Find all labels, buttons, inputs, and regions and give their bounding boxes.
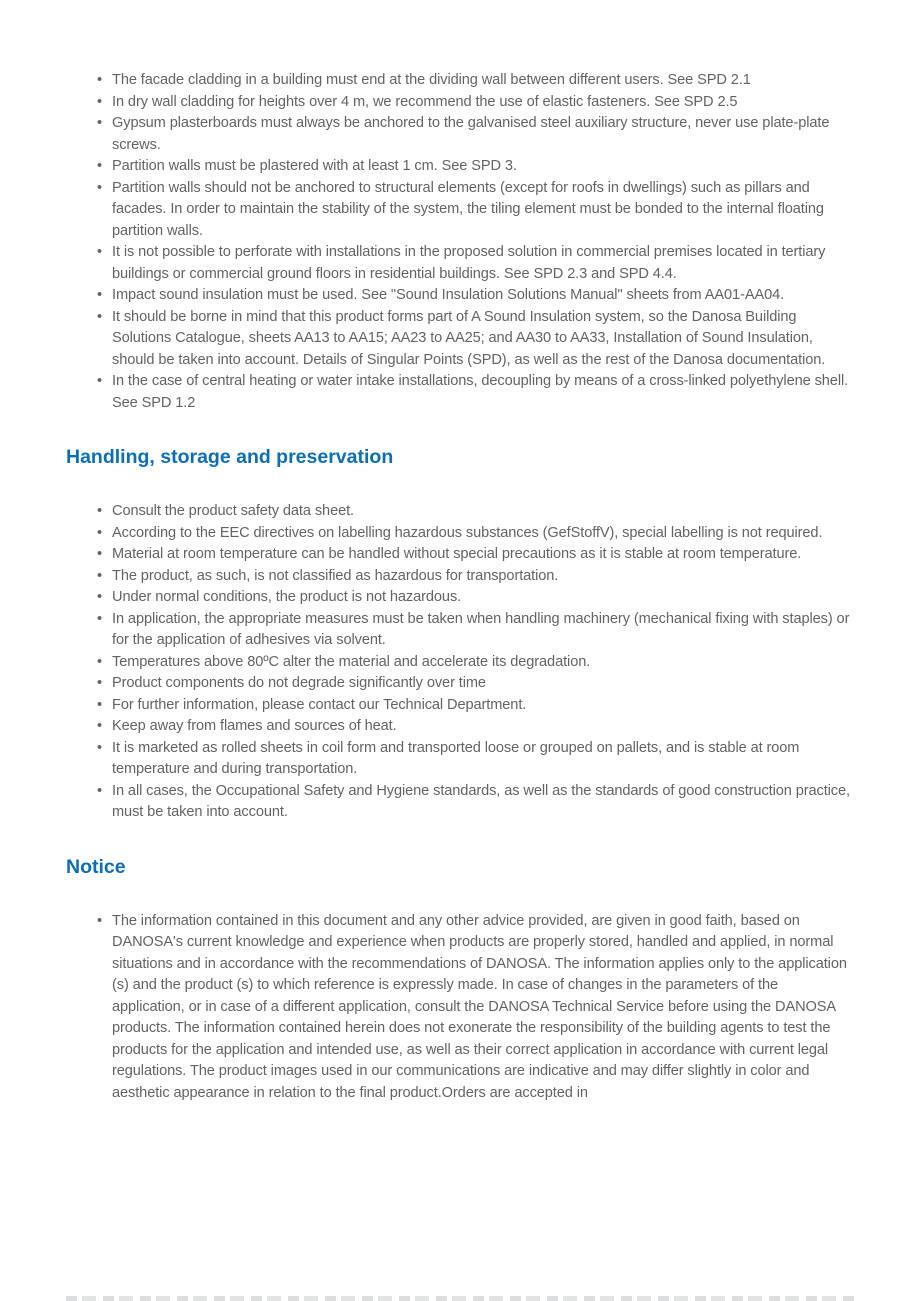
bullet-item <box>97 609 854 652</box>
bullet-list <box>97 501 854 824</box>
bullet-item <box>97 673 854 695</box>
bullet-glyph: • <box>97 589 103 605</box>
bullet-glyph: • <box>97 158 103 174</box>
bullet-item <box>97 70 854 92</box>
bullet-glyph: • <box>97 524 103 541</box>
section-heading-notice: Notice <box>66 855 126 878</box>
bullet-item <box>97 781 854 824</box>
bullet-item-text: It is not possible to perforate with installations in the proposed solution in commercial premises located in tertiary buildings or commercial ground floors in residential buildings. See SPD 2.3 and SPD 4.4. <box>112 244 826 282</box>
bullet-item-text: The facade cladding in a building must end at the dividing wall between different users. See SPD 2.1 <box>112 72 751 88</box>
bullet-item-text: Product components do not degrade significantly over time <box>112 675 486 691</box>
section-notice <box>66 856 854 1105</box>
bullet-item <box>97 566 854 588</box>
section-intro-precautions <box>66 70 854 414</box>
bullet-list <box>97 911 854 1105</box>
bullet-glyph: • <box>97 93 103 110</box>
bullet-item-text: Gypsum plasterboards must always be anchored to the galvanised steel auxiliary structure, never use plate-plate screws. <box>112 115 830 153</box>
bullet-item-text: Keep away from flames and sources of heat. <box>112 718 397 734</box>
bullet-item-text: The information contained in this document and any other advice provided, are given in good faith, based on DANOSA's current knowledge and experience when products are properly stored, handled and applied, in normal situations and in accordance with the recommendations of DANOSA. The information applies only to the application (s) and the product (s) to which reference is expressly made. In case of changes in the parameters of the application, or in case of a different application, consult the DANOSA Technical Service before using the DANOSA products. The information contained herein does not exonerate the responsibility of the building agents to test the products for the application and intended use, as well as their correct application in accordance with current legal regulations. The product images used in our communications are indicative and may differ slightly in color and aesthetic appearance in relation to the final product.Orders are accepted in <box>112 912 847 1101</box>
bullet-item-text: Under normal conditions, the product is not hazardous. <box>112 589 462 605</box>
bullet-item <box>97 523 854 545</box>
bullet-list <box>97 70 854 414</box>
bullet-item <box>97 695 854 717</box>
bullet-item <box>97 92 854 114</box>
bullet-item-text: Temperatures above 80ºC alter the material and accelerate its degradation. <box>112 653 591 670</box>
bullet-glyph: • <box>97 567 103 584</box>
cut-off-next-text-line <box>66 1296 855 1301</box>
bullet-item <box>97 587 854 609</box>
bullet-glyph: • <box>97 675 103 691</box>
bullet-item <box>97 544 854 566</box>
bullet-item-text: According to the EEC directives on labelling hazardous substances (GefStoffV), special labelling is not required. <box>112 524 823 541</box>
bullet-item-text: Consult the product safety data sheet. <box>112 503 355 519</box>
bullet-item <box>97 178 854 243</box>
bullet-glyph: • <box>97 610 103 627</box>
bullet-glyph: • <box>97 287 103 303</box>
bullet-item-text: It is marketed as rolled sheets in coil form and transported loose or grouped on pallets, and is stable at room temperature and during transportation. <box>112 739 800 777</box>
bullet-glyph: • <box>97 739 103 756</box>
bullet-glyph: • <box>97 912 103 929</box>
bullet-item-text: Impact sound insulation must be used. See "Sound Insulation Solutions Manual" sheets from AA01-AA04. <box>112 287 785 303</box>
bullet-item <box>97 911 854 1105</box>
bullet-item <box>97 371 854 414</box>
bullet-item <box>97 307 854 372</box>
bullet-item <box>97 652 854 674</box>
bullet-glyph: • <box>97 696 103 713</box>
bullet-glyph: • <box>97 179 103 196</box>
bullet-item <box>97 156 854 178</box>
section-handling-storage-preservation <box>66 446 854 824</box>
bullet-glyph: • <box>97 373 103 389</box>
bullet-item-text: Material at room temperature can be handled without special precautions as it is stable at room temperature. <box>112 546 802 562</box>
bullet-glyph: • <box>97 503 103 519</box>
bullet-glyph: • <box>97 546 103 562</box>
bullet-glyph: • <box>97 782 103 799</box>
bullet-item-text: In dry wall cladding for heights over 4 m, we recommend the use of elastic fasteners. See SPD 2.5 <box>112 93 738 110</box>
section-heading-handling: Handling, storage and preservation <box>66 446 394 468</box>
bullet-item-text: The product, as such, is not classified as hazardous for transportation. <box>112 567 559 584</box>
bullet-item <box>97 501 854 523</box>
bullet-item-text: Partition walls should not be anchored to structural elements (except for roofs in dwellings) such as pillars and facades. In order to maintain the stability of the system, the tiling element must be bonded to the internal floating partition walls. <box>112 179 824 239</box>
bullet-glyph: • <box>97 718 103 734</box>
bullet-glyph: • <box>97 653 103 670</box>
bullet-item-text: In all cases, the Occupational Safety and Hygiene standards, as well as the standards of good construction practice, must be taken into account. <box>112 782 850 820</box>
bullet-item-text: In the case of central heating or water intake installations, decoupling by means of a cross-linked polyethylene shell. See SPD 1.2 <box>112 373 849 411</box>
bullet-item-text: In application, the appropriate measures must be taken when handling machinery (mechanical fixing with staples) or for the application of adhesives via solvent. <box>112 610 850 648</box>
bullet-glyph: • <box>97 244 103 260</box>
bullet-item-text: It should be borne in mind that this product forms part of A Sound Insulation system, so the Danosa Building Solutions Catalogue, sheets AA13 to AA15; AA23 to AA25; and AA30 to AA33, Installation of Sound Insulation, should be taken into account. Details of Singular Points (SPD), as well as the rest of the Danosa documentation. <box>112 308 826 368</box>
bullet-item <box>97 716 854 738</box>
bullet-item <box>97 285 854 307</box>
bullet-glyph: • <box>97 308 103 325</box>
bullet-item <box>97 738 854 781</box>
bullet-item-text: For further information, please contact our Technical Department. <box>112 696 527 713</box>
bullet-item-text: Partition walls must be plastered with at least 1 cm. See SPD 3. <box>112 158 517 174</box>
bullet-glyph: • <box>97 115 103 131</box>
bullet-glyph: • <box>97 72 103 88</box>
bullet-item <box>97 113 854 156</box>
bullet-item <box>97 242 854 285</box>
